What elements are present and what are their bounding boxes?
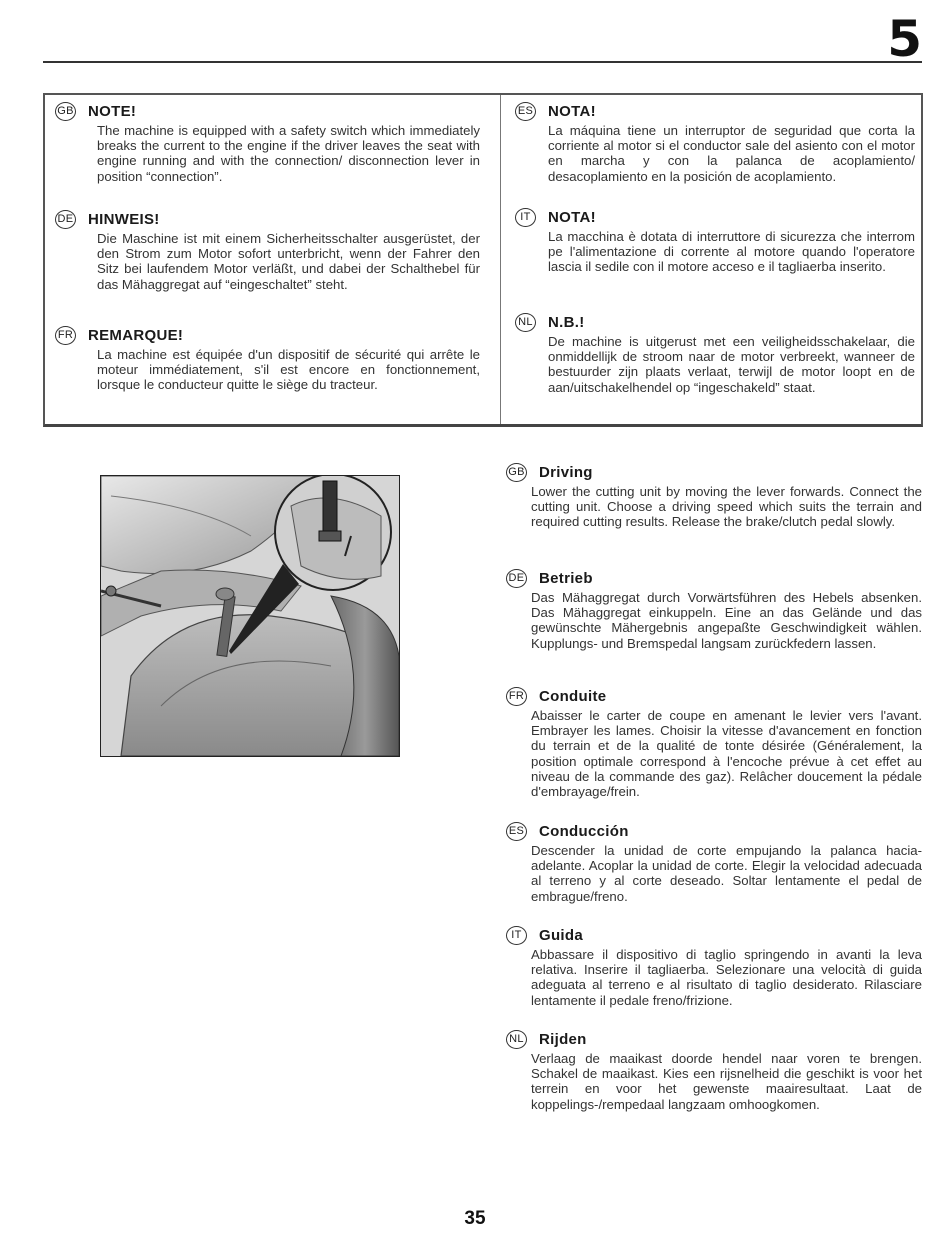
section-heading <box>506 1028 922 1050</box>
language-badge-icon: ES <box>515 102 536 121</box>
note-title: NOTA! <box>548 102 596 120</box>
language-badge-icon: DE <box>55 210 76 229</box>
section-text: Abaisser le carter de coupe en amenant le levier vers l'avant. Embrayer les lames. Choisir la vitesse d'avancement en fonction du terrain et de la qualité de tonte désirée (Généralement, la position optimale correspond à l'encoche prévue à cet effet au niveau de la commande des gaz). Relâcher doucement la pédale d'embrayage/frein. <box>531 708 922 800</box>
language-badge-icon: NL <box>506 1030 527 1049</box>
section-title: Guida <box>539 926 584 944</box>
section-heading <box>506 820 922 842</box>
page-number: 35 <box>464 1208 486 1229</box>
language-badge-icon: GB <box>55 102 76 121</box>
note-fr <box>55 324 480 393</box>
note-de <box>55 208 480 292</box>
language-badge-icon: FR <box>55 326 76 345</box>
section-text: Abbassare il dispositivo di taglio springendo in avanti la leva relativa. Inserire il tagliaerba. Selezionare una velocità di guida adeguata al terreno e al risultato di taglio desiderato. Rilasciare lentamente il pedale freno/frizione. <box>531 947 922 1008</box>
section-text: Descender la unidad de corte empujando la palanca hacia-adelante. Acoplar la unidad de corte. Elegir la velocidad adecuada al terreno y al corte deseado. Soltar lentamente el pedal de embrague/freno. <box>531 843 922 904</box>
note-title: NOTE! <box>88 102 137 120</box>
safety-note-box <box>43 93 923 427</box>
note-it <box>515 206 915 275</box>
section-heading <box>506 685 922 707</box>
language-badge-icon: NL <box>515 313 536 332</box>
section-title: Driving <box>539 463 593 481</box>
section-heading <box>506 567 922 589</box>
language-badge-icon: DE <box>506 569 527 588</box>
section-fr <box>506 685 922 799</box>
note-text: De machine is uitgerust met een veiligheidsschakelaar, die onmiddellijk de stroom naar de motor verbreekt, wanneer de bestuurder zijn plaats verlaat, terwijl de motor loopt en de aan/uitschakelhendel op “ingeschakeld” staat. <box>548 334 915 395</box>
section-es <box>506 820 922 904</box>
note-text: La machine est équipée d'un dispositif de sécurité qui arrête le moteur immédiatement, s'il est encore en fonctionnement, lorsque le conducteur quitte le siège du tracteur. <box>97 347 480 393</box>
section-heading <box>506 924 922 946</box>
language-badge-icon: FR <box>506 687 527 706</box>
note-nl <box>515 311 915 395</box>
note-heading <box>55 324 480 346</box>
language-badge-icon: GB <box>506 463 527 482</box>
cutting-lever-illustration <box>100 475 400 757</box>
note-text: La macchina è dotata di interruttore di sicurezza che interrom pe l'alimentazione di corrente al motore quando l'operatore lascia il sedile con il motore acceso e il tagliaerba inserito. <box>548 229 915 275</box>
note-gb <box>55 100 480 184</box>
note-text: Die Maschine ist mit einem Sicherheitsschalter ausgerüstet, der den Strom zum Motor sofort unterbricht, wenn der Fahrer den Sitz bei laufendem Motor verläßt, und dabei der Schalthebel für das Mähaggregat auf “eingeschaltet” steht. <box>97 231 480 292</box>
section-heading <box>506 461 922 483</box>
note-heading <box>55 100 480 122</box>
section-text: Das Mähaggregat durch Vorwärtsführen des Hebels absenken. Das Mähaggregat einkuppeln. Eine an das Gelände und das gewünschte Mähergebnis angepaßte Geschwindigkeit wählen. Kupplungs- und Bremspedal langsam zurückfedern lassen. <box>531 590 922 651</box>
note-text: La máquina tiene un interruptor de seguridad que corta la corriente al motor si el conductor sale del asiento con el motor en marcha y con la palanca de acoplamiento/ desacoplamiento en la posición de acoplamiento. <box>548 123 915 184</box>
language-badge-icon: IT <box>506 926 527 945</box>
note-heading <box>515 311 915 333</box>
tractor-seat-lever-drawing <box>101 476 399 756</box>
section-it <box>506 924 922 1008</box>
header-rule <box>43 61 922 63</box>
chapter-number: 5 <box>887 10 922 68</box>
section-de <box>506 567 922 651</box>
section-text: Lower the cutting unit by moving the lever forwards. Connect the cutting unit. Choose a driving speed which suits the terrain and required cutting results. Release the brake/clutch pedal slowly. <box>531 484 922 530</box>
language-badge-icon: IT <box>515 208 536 227</box>
section-title: Rijden <box>539 1030 587 1048</box>
note-box-divider <box>500 95 501 424</box>
section-gb <box>506 461 922 530</box>
section-title: Betrieb <box>539 569 593 587</box>
section-title: Conduite <box>539 687 607 705</box>
note-heading <box>515 100 915 122</box>
note-title: NOTA! <box>548 208 596 226</box>
note-heading <box>515 206 915 228</box>
note-title: REMARQUE! <box>88 326 184 344</box>
note-es <box>515 100 915 184</box>
note-heading <box>55 208 480 230</box>
note-title: HINWEIS! <box>88 210 160 228</box>
language-badge-icon: ES <box>506 822 527 841</box>
note-text: The machine is equipped with a safety switch which immediately breaks the current to the engine if the driver leaves the seat with engine running and with the connection/ disconnection lever in position “connection”. <box>97 123 480 184</box>
section-nl <box>506 1028 922 1112</box>
section-text: Verlaag de maaikast doorde hendel naar voren te brengen. Schakel de maaikast. Kies een rijsnelheid die geschikt is voor het terrein en voor het gewenste maairesultaat. Laat de koppelings-/rempedaal langzaam omhoogkomen. <box>531 1051 922 1112</box>
section-title: Conducción <box>539 822 629 840</box>
note-title: N.B.! <box>548 313 585 331</box>
